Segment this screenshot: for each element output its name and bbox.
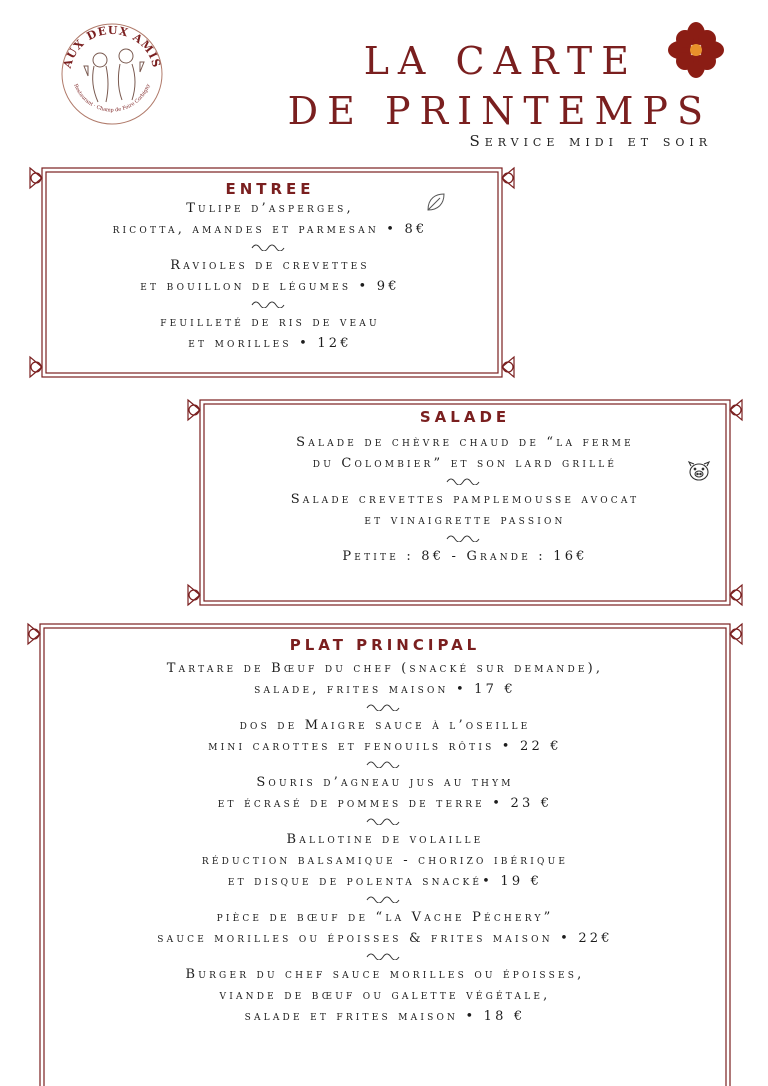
menu-line: Tulipe d’asperges,	[186, 201, 354, 216]
svg-text:Restaurant · Champ de Foire Co	[72, 83, 151, 114]
menu-line: viande de bœuf ou galette végétale,	[219, 988, 551, 1003]
menu-line: mini carottes et fenouils rôtis • 22 €	[208, 739, 562, 754]
menu-line: et disque de polenta snacké• 19 €	[227, 874, 543, 889]
menu-title-line1: LA CARTE	[363, 39, 638, 83]
menu-line: salade, frites maison • 17 €	[254, 682, 516, 697]
menu-line: Salade crevettes pamplemousse avocat	[290, 492, 640, 507]
wave-divider-icon	[365, 951, 405, 960]
section-title-entree: ENTREE	[225, 180, 315, 198]
wave-divider-icon	[365, 759, 405, 768]
menu-line: et écrasé de pommes de terre • 23 €	[217, 796, 553, 811]
salade-price: Petite : 8€ - Grande : 16€	[342, 549, 588, 564]
menu-line: réduction balsamique - chorizo ibérique	[201, 853, 569, 868]
menu-line: Ballotine de volaille	[286, 832, 484, 847]
plat-section	[45, 636, 725, 1027]
wave-divider-icon	[365, 702, 405, 711]
menu-line: salade et frites maison • 18 €	[244, 1009, 526, 1024]
menu-title-line2: DE PRINTEMPS	[287, 89, 712, 133]
menu-line: Souris d’agneau jus au thym	[256, 775, 514, 790]
leaf-icon	[424, 190, 448, 214]
wave-divider-icon	[250, 299, 290, 308]
wave-divider-icon	[250, 242, 290, 251]
restaurant-logo	[52, 14, 172, 134]
menu-line: et vinaigrette passion	[364, 513, 566, 528]
wave-divider-icon	[365, 894, 405, 903]
menu-line: Salade de chèvre chaud de “la ferme	[296, 435, 634, 450]
wave-divider-icon	[365, 816, 405, 825]
menu-line: feuilleté de ris de veau	[160, 315, 380, 330]
flower-icon	[666, 20, 726, 80]
menu-subtitle: Service midi et soir	[469, 132, 712, 150]
wave-divider-icon	[445, 533, 485, 542]
logo-subtext: Restaurant · Champ de Foire Corbigny	[72, 83, 152, 114]
logo-text: AUX DEUX AMIS	[60, 23, 164, 70]
section-title-salade: SALADE	[419, 408, 511, 426]
menu-line: Tartare de Bœuf du chef (snacké sur demande),	[166, 661, 604, 676]
menu-line: Burger du chef sauce morilles ou époisses,	[185, 967, 585, 982]
menu-line: et bouillon de légumes • 9€	[140, 279, 400, 294]
menu-line: et morilles • 12€	[188, 336, 352, 351]
section-title-plat: PLAT PRINCIPAL	[289, 636, 481, 654]
menu-line: sauce morilles ou époisses & frites maison • 22€	[157, 931, 613, 946]
menu-line: Ravioles de crevettes	[170, 258, 370, 273]
menu-line: pièce de bœuf de “la Vache Péchery”	[216, 910, 554, 925]
wave-divider-icon	[445, 476, 485, 485]
menu-line: du Colombier” et son lard grillé	[312, 456, 618, 471]
svg-text:AUX DEUX AMIS	[60, 24, 163, 71]
menu-line: ricotta, amandes et parmesan • 8€	[112, 222, 428, 237]
salade-section	[200, 408, 730, 567]
menu-line: dos de Maigre sauce à l’oseille	[239, 718, 531, 733]
pig-icon	[686, 460, 712, 482]
